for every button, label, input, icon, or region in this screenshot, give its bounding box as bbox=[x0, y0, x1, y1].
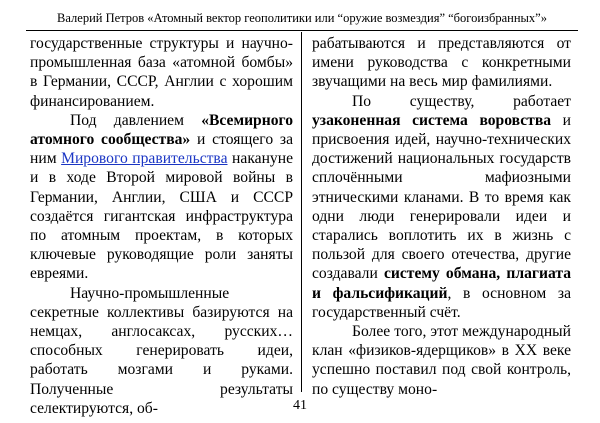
page-number: 41 bbox=[293, 398, 307, 413]
right-paragraph-3: Более того, этот международный клан «физиков-ядерщиков» в XX веке успешно поставил под свой контроль, по существу моно- bbox=[312, 323, 571, 398]
running-header: Валерий Петров «Атомный вектор геополитики или “оружие возмездия” “богоизбранных”» bbox=[57, 11, 547, 25]
left-paragraph-3: Научно-промышленные секретные коллективы базируются на немцах, англосаксах, русских… способных генерировать идеи, работать мозгами и руками. Полученные результаты селектируются, об- bbox=[30, 284, 293, 417]
left-p2-text-b: и стоящего за ним bbox=[30, 131, 293, 168]
right-p2-text-c: , в основном за государственный счёт. bbox=[312, 284, 571, 321]
world-government-link[interactable]: Мирового правительства bbox=[61, 150, 228, 168]
header-rule bbox=[26, 30, 578, 31]
left-p2-text-a: Под давлением bbox=[70, 111, 202, 129]
right-p2-bold-2: систему обмана, плагиата и фальсификаций bbox=[312, 265, 571, 302]
column-divider bbox=[301, 32, 302, 392]
right-p2-bold-1: узаконенная система воровства bbox=[312, 111, 552, 129]
right-paragraph-1: рабатываются и представляются от имени руководства с конкретными звучащими на весь мир фамилиями. bbox=[312, 35, 571, 91]
left-column bbox=[30, 34, 293, 418]
right-column bbox=[312, 34, 571, 399]
right-p2-text-b: и присвоения идей, научно-технических достижений национальных государств сплочёнными мафиозными этническими кланами. В то время как одни люди генерировали идеи и старались воплотить их в жизнь с пользой для своего отечества, другие создавали bbox=[312, 111, 571, 283]
right-p2-text-a: По существу, работает bbox=[352, 92, 571, 110]
left-paragraph-2 bbox=[30, 111, 293, 284]
left-paragraph-1: государственные структуры и научно-промышленная база «атомной бомбы» в Германии, СССР, Англии с хорошим финансированием. bbox=[30, 35, 293, 110]
right-paragraph-2 bbox=[312, 92, 571, 322]
left-p2-text-c: накануне и в ходе Второй мировой войны в Германии, Англии, США и СССР создаётся гигантская инфраструктура по атомным проектам, в которых ключевые руководящие роли заняты евреями. bbox=[30, 150, 293, 283]
left-p2-bold: «Всемирного атомного сообщества» bbox=[30, 111, 293, 149]
